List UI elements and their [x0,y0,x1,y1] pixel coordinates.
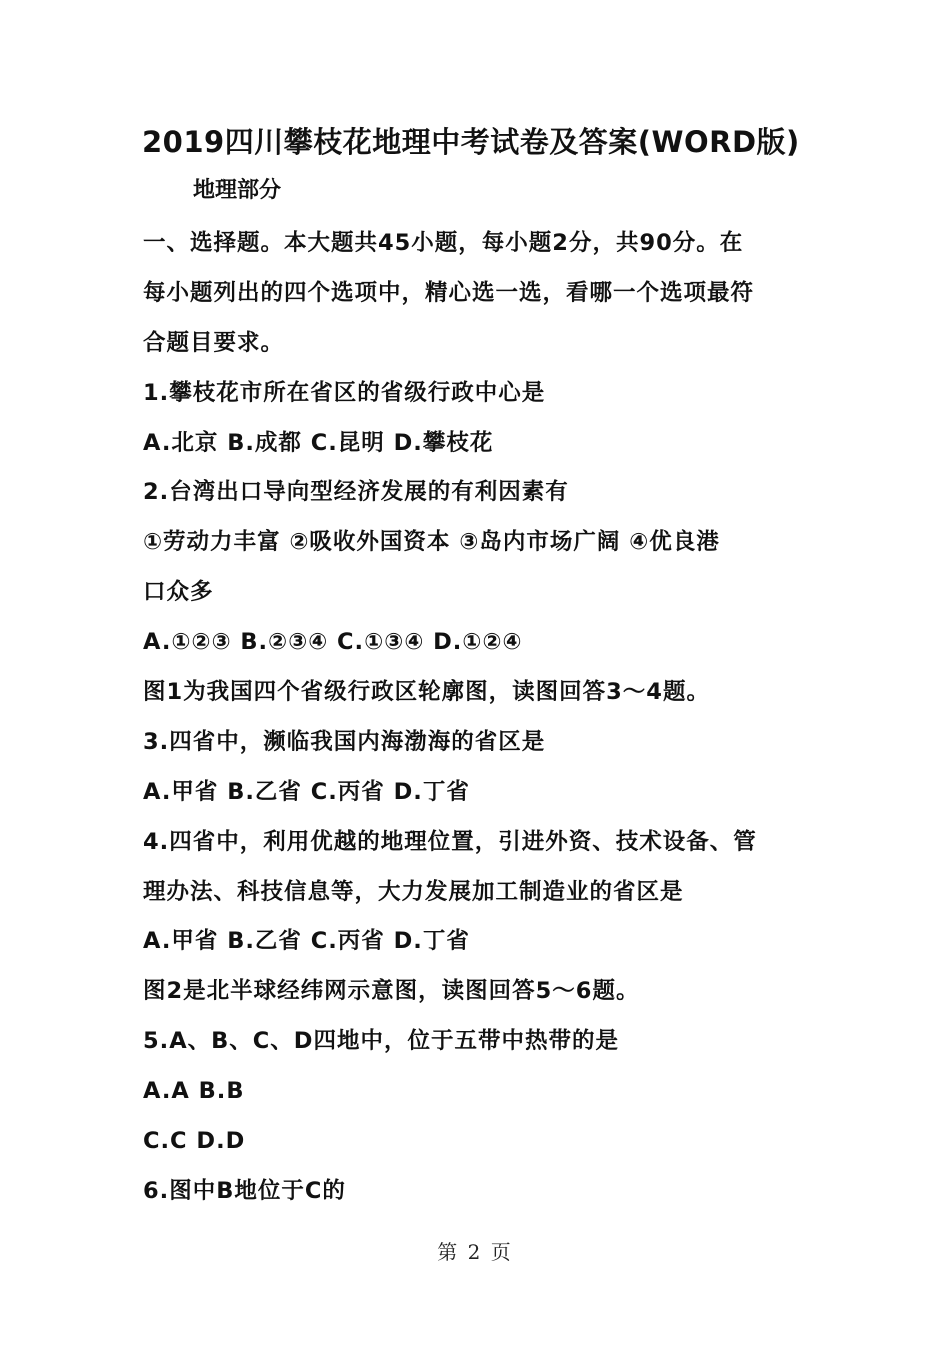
question-5-options-cd: C.C D.D [143,1128,246,1155]
text-line: 合题目要求。 [143,329,285,356]
question-1: 1.攀枝花市所在省区的省级行政中心是 [143,379,546,406]
question-3-options: A.甲省 B.乙省 C.丙省 D.丁省 [143,778,470,805]
page-number: 第 2 页 [437,1240,513,1264]
question-4-options: A.甲省 B.乙省 C.丙省 D.丁省 [143,928,470,955]
question-1-options: A.北京 B.成都 C.昆明 D.攀枝花 [143,429,494,456]
question-2: 2.台湾出口导向型经济发展的有利因素有 [143,479,569,506]
question-2-options: A.①②③ B.②③④ C.①③④ D.①②④ [143,629,523,656]
question-6: 6.图中B地位于C的 [143,1177,346,1204]
document-body [143,222,823,1220]
figure-1-prompt: 图1为我国四个省级行政区轮廓图，读图回答3～4题。 [143,679,710,706]
question-4-cont: 理办法、科技信息等，大力发展加工制造业的省区是 [143,878,684,905]
question-5: 5.A、B、C、D四地中，位于五带中热带的是 [143,1028,619,1055]
question-3: 3.四省中，濒临我国内海渤海的省区是 [143,728,546,755]
text-line: 一、选择题。本大题共45小题，每小题2分，共90分。在 [143,230,744,256]
figure-2-prompt: 图2是北半球经纬网示意图，读图回答5～6题。 [143,978,640,1005]
question-2-factors-cont: 口众多 [143,579,214,606]
question-2-factors: ①劳动力丰富 ②吸收外国资本 ③岛内市场广阔 ④优良港 [143,529,720,556]
text-line: 每小题列出的四个选项中，精心选一选，看哪一个选项最符 [143,279,755,306]
question-5-options-ab: A.A B.B [143,1078,245,1105]
question-4: 4.四省中，利用优越的地理位置，引进外资、技术设备、管 [143,828,757,855]
document-title: 2019四川攀枝花地理中考试卷及答案(WORD版) [142,125,800,159]
section-heading: 地理部分 [193,178,282,203]
